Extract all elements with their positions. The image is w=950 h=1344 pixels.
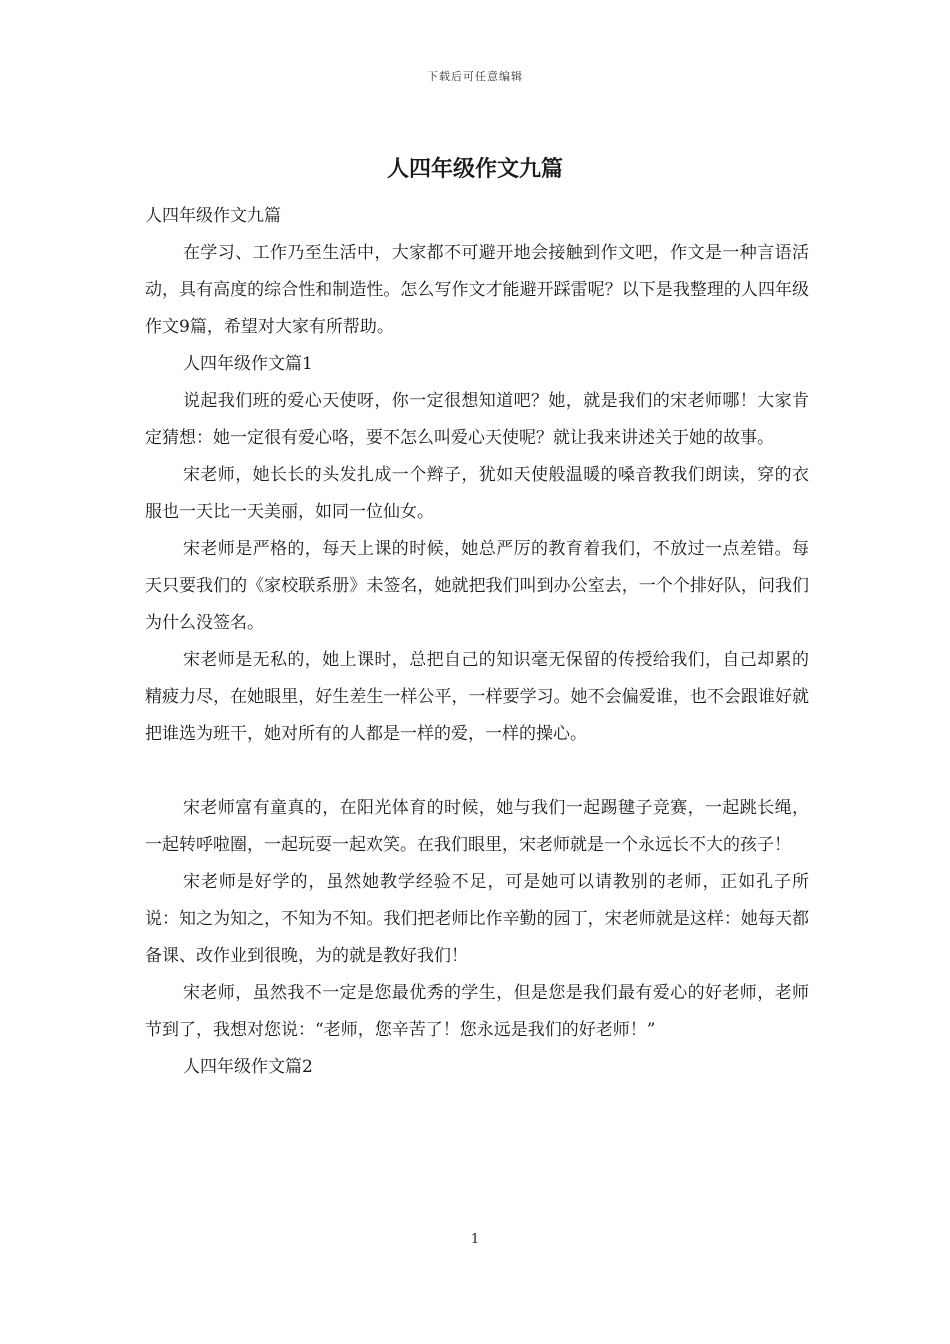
body-paragraph: 宋老师富有童真的，在阳光体育的时候，她与我们一起踢毽子竞赛，一起跳长绳，一起转呼啦圈，一起玩耍一起欢笑。在我们眼里，宋老师就是一个永远长不大的孩子！ [145, 798, 809, 855]
page-number: 1 [470, 1232, 480, 1247]
body-paragraph: 宋老师是无私的，她上课时，总把自己的知识毫无保留的传授给我们，自己却累的精疲力尽，在她眼里，好生差生一样公平，一样要学习。她不会偏爱谁，也不会跟谁好就把谁选为班干，她对所有的人都是一样的爱，一样的操心。 [145, 650, 809, 744]
body-paragraph: 宋老师，她长长的头发扎成一个辫子，犹如天使般温暖的嗓音教我们朗读，穿的衣服也一天比一天美丽，如同一位仙女。 [145, 465, 809, 522]
document-body [145, 198, 809, 1086]
document-subtitle: 人四年级作文九篇 [145, 206, 281, 226]
body-paragraph: 宋老师，虽然我不一定是您最优秀的学生，但是您是我们最有爱心的好老师，老师节到了，我想对您说：“老师，您辛苦了！您永远是我们的好老师！” [145, 983, 809, 1040]
body-paragraph: 说起我们班的爱心天使呀，你一定很想知道吧？她，就是我们的宋老师哪！大家肯定猜想：她一定很有爱心咯，要不怎么叫爱心天使呢？就让我来讲述关于她的故事。 [145, 391, 809, 448]
section-heading-2: 人四年级作文篇2 [183, 1057, 313, 1077]
body-paragraph: 宋老师是好学的，虽然她教学经验不足，可是她可以请教别的老师，正如孔子所说：知之为知之，不知为不知。我们把老师比作辛勤的园丁，宋老师就是这样：她每天都备课、改作业到很晚，为的就是教好我们！ [145, 872, 809, 966]
paragraph-gap [145, 753, 809, 790]
body-paragraph: 宋老师是严格的，每天上课的时候，她总严厉的教育着我们，不放过一点差错。每天只要我们的《家校联系册》未签名，她就把我们叫到办公室去，一个个排好队，问我们为什么没签名。 [145, 539, 809, 633]
section-heading-1: 人四年级作文篇1 [183, 354, 313, 374]
document-title: 人四年级作文九篇 [386, 156, 563, 182]
page-header-note: 下载后可任意编辑 [427, 70, 523, 83]
intro-paragraph: 在学习、工作乃至生活中，大家都不可避开地会接触到作文吧，作文是一种言语活动，具有高度的综合性和制造性。怎么写作文才能避开踩雷呢？以下是我整理的人四年级作文9篇，希望对大家有所帮助。 [145, 243, 809, 337]
